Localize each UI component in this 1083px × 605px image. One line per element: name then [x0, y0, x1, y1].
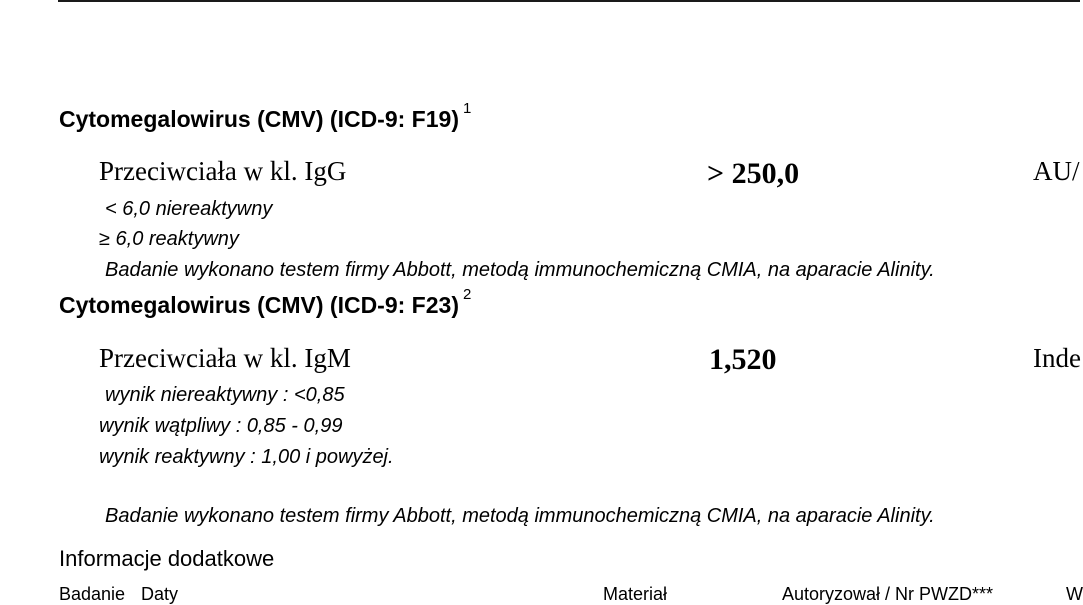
top-divider: [58, 0, 1080, 2]
test-value-igm: 1,520: [709, 343, 777, 376]
test-name-igg: Przeciwciała w kl. IgG: [99, 156, 347, 186]
column-header-daty: Daty: [141, 584, 179, 604]
column-header-badanie: Badanie: [59, 584, 126, 604]
reference-line: wynik niereaktywny : <0,85: [105, 384, 345, 406]
test-unit-igm: Inde: [1033, 343, 1081, 373]
column-header-autoryzowal: Autoryzował / Nr PWZD***: [782, 584, 994, 604]
reference-line: wynik reaktywny : 1,00 i powyżej.: [99, 446, 394, 468]
reference-line: < 6,0 niereaktywny: [105, 198, 273, 220]
section-title-text: Cytomegalowirus (CMV) (ICD-9: F19): [59, 106, 459, 132]
column-header-w: W: [1066, 584, 1083, 604]
method-note: Badanie wykonano testem firmy Abbott, metodą immunochemiczną CMIA, na aparacie Alinity.: [105, 505, 935, 527]
reference-line: ≥ 6,0 reaktywny: [99, 228, 239, 250]
footnote-marker: 1: [462, 100, 472, 117]
test-value-igg: > 250,0: [707, 157, 800, 190]
reference-line: wynik wątpliwy : 0,85 - 0,99: [99, 415, 343, 437]
section-title-cmv-igm: [59, 286, 472, 319]
section-title-cmv-igg: [59, 100, 472, 133]
method-note: Badanie wykonano testem firmy Abbott, metodą immunochemiczną CMIA, na aparacie Alinity.: [105, 259, 935, 281]
section-title-text: Cytomegalowirus (CMV) (ICD-9: F23): [59, 292, 459, 318]
column-header-material: Materiał: [603, 584, 668, 604]
footnote-marker: 2: [462, 286, 472, 303]
additional-info-heading: Informacje dodatkowe: [59, 546, 275, 571]
test-name-igm: Przeciwciała w kl. IgM: [99, 343, 351, 373]
test-unit-igg: AU/: [1033, 156, 1080, 186]
